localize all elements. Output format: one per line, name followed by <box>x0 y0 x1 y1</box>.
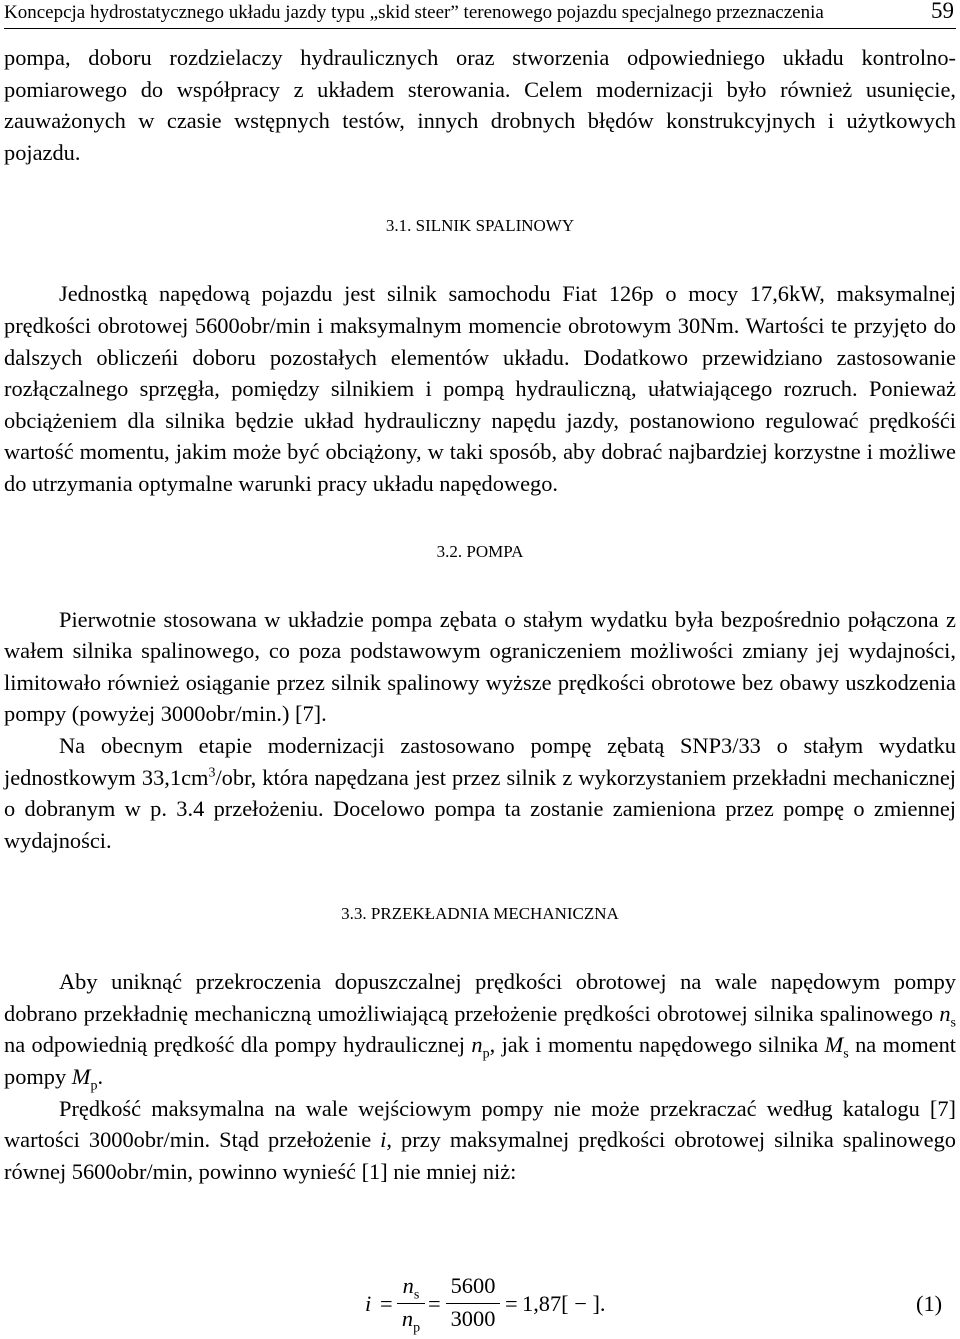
subscript: s <box>950 1015 956 1031</box>
page-body <box>4 42 956 1187</box>
paragraph-przekladnia-2 <box>4 1093 956 1188</box>
text-run: na odpowiednią prędkość dla pompy hydraulicznej <box>4 1032 472 1058</box>
eq-frac2-num: 5600 <box>450 1273 496 1298</box>
eq-frac1-num <box>398 1273 424 1303</box>
symbol-i: i <box>380 1127 387 1153</box>
intro-paragraph: pompa, doboru rozdzielaczy hydraulicznych oraz stworzenia odpowiedniego układu kontrolno-pomiarowego do współpracy z układem sterowania. Celem modernizacji było również usunięcie, zauważonych w czasie wstępnych testów, innych drobnych błędów konstrukcyjnych i użytkowych pojazdu. <box>4 45 956 165</box>
subscript: s <box>843 1046 849 1062</box>
eq-sign: = <box>505 1291 518 1316</box>
text-run: . <box>97 1064 104 1090</box>
text-run: Na obecnym etapie modernizacji zastosowano pompę zębatą SNP3/33 o stałym wydatku jednostkowym 33,1cm <box>4 732 956 790</box>
text-run: Prędkość maksymalna na wale wejściowym pompy nie może przekraczać według katalogu [7] wartości 3000obr/min. Stąd przełożenie <box>4 1095 956 1153</box>
paragraph-przekladnia-1 <box>4 966 956 1092</box>
symbol-ns: n <box>939 1000 951 1026</box>
paragraph-pompa-1: Pierwotnie stosowana w układzie pompa zębata o stałym wydatku była bezpośrednio połączona z wałem silnika spalinowego, co poza podstawowym ograniczeniem możliwości zmiany jej wydajności, limitowało również osiąganie przez silnik spalinowy wyższe prędkości obrotowe bez obawy uszkodzenia pompy (powyżej 3000obr/min.) [7]. <box>4 606 956 727</box>
text-run: , jak i momentu napędowego silnika <box>489 1032 825 1058</box>
text-run: , przy maksymalnej prędkości obrotowej silnika spalinowego równej 5600obr/min, powinno wynieść [1] nie mniej niż: <box>4 1127 956 1184</box>
eq-symbol: n <box>401 1306 414 1331</box>
eq-sub: s <box>413 1287 420 1303</box>
eq-sign: = <box>428 1291 441 1316</box>
eq-sub: p <box>413 1320 421 1336</box>
running-title: Koncepcja hydrostatycznego układu jazdy typu „skid steer” terenowego pojazdu specjalnego przeznaczenia <box>4 2 824 23</box>
symbol-Mp: M <box>71 1064 91 1090</box>
eq-result: 1,87[ − ]. <box>522 1291 606 1316</box>
subscript: p <box>482 1046 490 1062</box>
text-run: na moment pompy <box>4 1032 956 1090</box>
equation-1 <box>0 1275 952 1335</box>
equation-number: (1) <box>916 1291 943 1316</box>
paragraph-silnik: Jednostką napędową pojazdu jest silnik samochodu Fiat 126p o mocy 17,6kW, maksymalnej prędkości obrotowej 5600obr/min i maksymalnym momencie obrotowym 30Nm. Wartości te przyjęto do dalszych obliczeńi doboru pozostałych elementów układu. Dodatkowo przewidziano zastosowanie rozłączalnego sprzęgła, pomiędzy silnikiem i pompą hydrauliczną, ułatwiającego rozruch. Ponieważ obciążeniem dla silnika będzie układ hydrauliczny napędu jazdy, postanowiono regulować prędkośći wartość momentu, jakim może być obciążony, w taki sposób, aby dobrać najbardziej korzystne i możliwe do utrzymania optymalne warunki pracy układu napędowego. <box>4 281 956 496</box>
eq-frac1-bar <box>397 1303 425 1304</box>
section-heading-3-2: 3.2. POMPA <box>436 541 524 561</box>
text-run: /obr, która napędzana jest przez silnik z wykorzystaniem przekładni mechanicznej o dobranym w p. 3.4 przełożeniu. Docelowo pompa ta zostanie zamieniona przez pompę o zmiennej wydajności. <box>4 764 956 853</box>
eq-frac1-den <box>398 1306 424 1336</box>
symbol-Ms: M <box>824 1032 844 1058</box>
running-header <box>4 0 956 29</box>
page-number: 59 <box>931 0 954 23</box>
eq-symbol: n <box>402 1273 414 1298</box>
paragraph-pompa-2 <box>4 730 956 856</box>
eq-lhs: i <box>365 1291 372 1316</box>
eq-frac2-bar <box>446 1303 500 1304</box>
eq-sign: = <box>380 1291 393 1316</box>
section-heading-3-3: 3.3. PRZEKŁADNIA MECHANICZNA <box>341 904 619 924</box>
text-run: Aby uniknąć przekroczenia dopuszczalnej prędkości obrotowej na wale napędowym pompy dobrano przekładnię mechaniczną umożliwiającą przełożenie prędkości obrotowej silnika spalinowego <box>4 969 956 1026</box>
symbol-np: n <box>471 1032 483 1058</box>
subscript: p <box>90 1078 98 1094</box>
superscript: 3 <box>208 765 216 781</box>
section-heading-3-1: 3.1. SILNIK SPALINOWY <box>385 216 575 236</box>
eq-frac2-den: 3000 <box>450 1306 496 1331</box>
